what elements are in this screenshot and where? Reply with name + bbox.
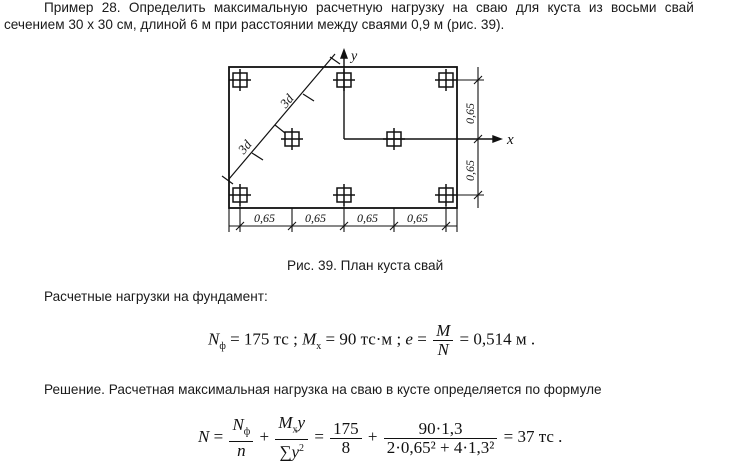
pile <box>435 184 457 206</box>
pile <box>435 69 457 91</box>
result: = 37 тс . <box>499 426 563 446</box>
frac-num: N <box>232 414 244 434</box>
dim-right-2: 0,65 <box>463 160 477 181</box>
plus: + <box>363 426 382 446</box>
word: на <box>452 0 468 15</box>
word: сваю <box>475 0 508 15</box>
word: восьми <box>611 0 657 15</box>
y-axis-label: y <box>351 49 358 64</box>
pile <box>229 184 251 206</box>
loads-heading: Расчетные нагрузки на фундамент: <box>44 289 268 304</box>
dim-bottom-2: 0,65 <box>305 211 326 225</box>
diag-label-lower: 3d <box>234 137 255 157</box>
pile <box>229 69 251 91</box>
x-axis-label: x <box>507 132 514 148</box>
sup-2: 2 <box>299 443 305 455</box>
frac-den: ∑y <box>279 443 300 463</box>
frac-num: 90·1,3 <box>418 418 463 438</box>
fraction-175-over-8 <box>330 420 362 457</box>
frac-num-y: y <box>297 413 306 432</box>
sub-f: ф <box>243 426 251 438</box>
word: Пример <box>44 0 94 15</box>
figure-caption: Рис. 39. План куста свай <box>287 258 444 273</box>
diag-label-upper: 3d <box>276 91 297 111</box>
word: из <box>588 0 603 15</box>
example-line-2: сечением 30 х 30 см, длиной 6 м при расстоянии между сваями 0,9 м (рис. 39). <box>4 17 505 32</box>
fraction-M-over-N <box>433 322 453 359</box>
M-value: = 90 тс·м ; <box>321 329 406 349</box>
word: 28. <box>101 0 121 15</box>
frac-den: N <box>433 340 453 359</box>
word: расчетную <box>315 0 383 15</box>
e-value: = 0,514 м . <box>455 329 536 349</box>
word: свай <box>664 0 694 15</box>
plus: + <box>255 426 274 446</box>
dim-bottom-1: 0,65 <box>254 211 275 225</box>
loads-formula <box>208 322 535 359</box>
sub-f: ф <box>219 340 226 352</box>
word: для <box>515 0 540 15</box>
word: Определить <box>128 0 206 15</box>
equals: = <box>412 329 432 349</box>
solution-text: Решение. Расчетная максимальная нагрузка на сваю в кусте определяется по формуле <box>44 382 602 397</box>
frac-num: M <box>436 321 451 340</box>
pile <box>333 184 355 206</box>
word: нагрузку <box>390 0 445 15</box>
symbol-N: N <box>208 329 220 349</box>
footing-outline <box>229 67 457 208</box>
frac-den: n <box>229 441 253 460</box>
fraction-Mxy-over-sum <box>275 414 308 462</box>
sub-x: x <box>292 424 298 436</box>
symbol-N: N <box>198 426 210 446</box>
symbol-M: M <box>302 329 317 349</box>
word: максимальную <box>213 0 308 15</box>
frac-num: M <box>278 413 293 432</box>
fraction-numeric <box>384 420 498 457</box>
dim-bottom-3: 0,65 <box>357 211 378 225</box>
frac-den: 2·0,65² + 4·1,3² <box>384 438 498 457</box>
fraction-Nf-over-n <box>229 416 253 460</box>
word: куста <box>547 0 581 15</box>
frac-den: 8 <box>330 438 362 457</box>
frac-num: 175 <box>333 418 359 438</box>
sub-x: x <box>316 340 322 352</box>
solution-formula <box>198 414 562 462</box>
symbol-e: e <box>405 329 413 349</box>
pile <box>281 128 303 150</box>
equals: = <box>209 426 228 446</box>
dim-right-1: 0,65 <box>463 103 477 124</box>
equals: = <box>310 426 329 446</box>
dim-bottom-4: 0,65 <box>407 211 428 225</box>
N-value: = 175 тс ; <box>225 329 303 349</box>
